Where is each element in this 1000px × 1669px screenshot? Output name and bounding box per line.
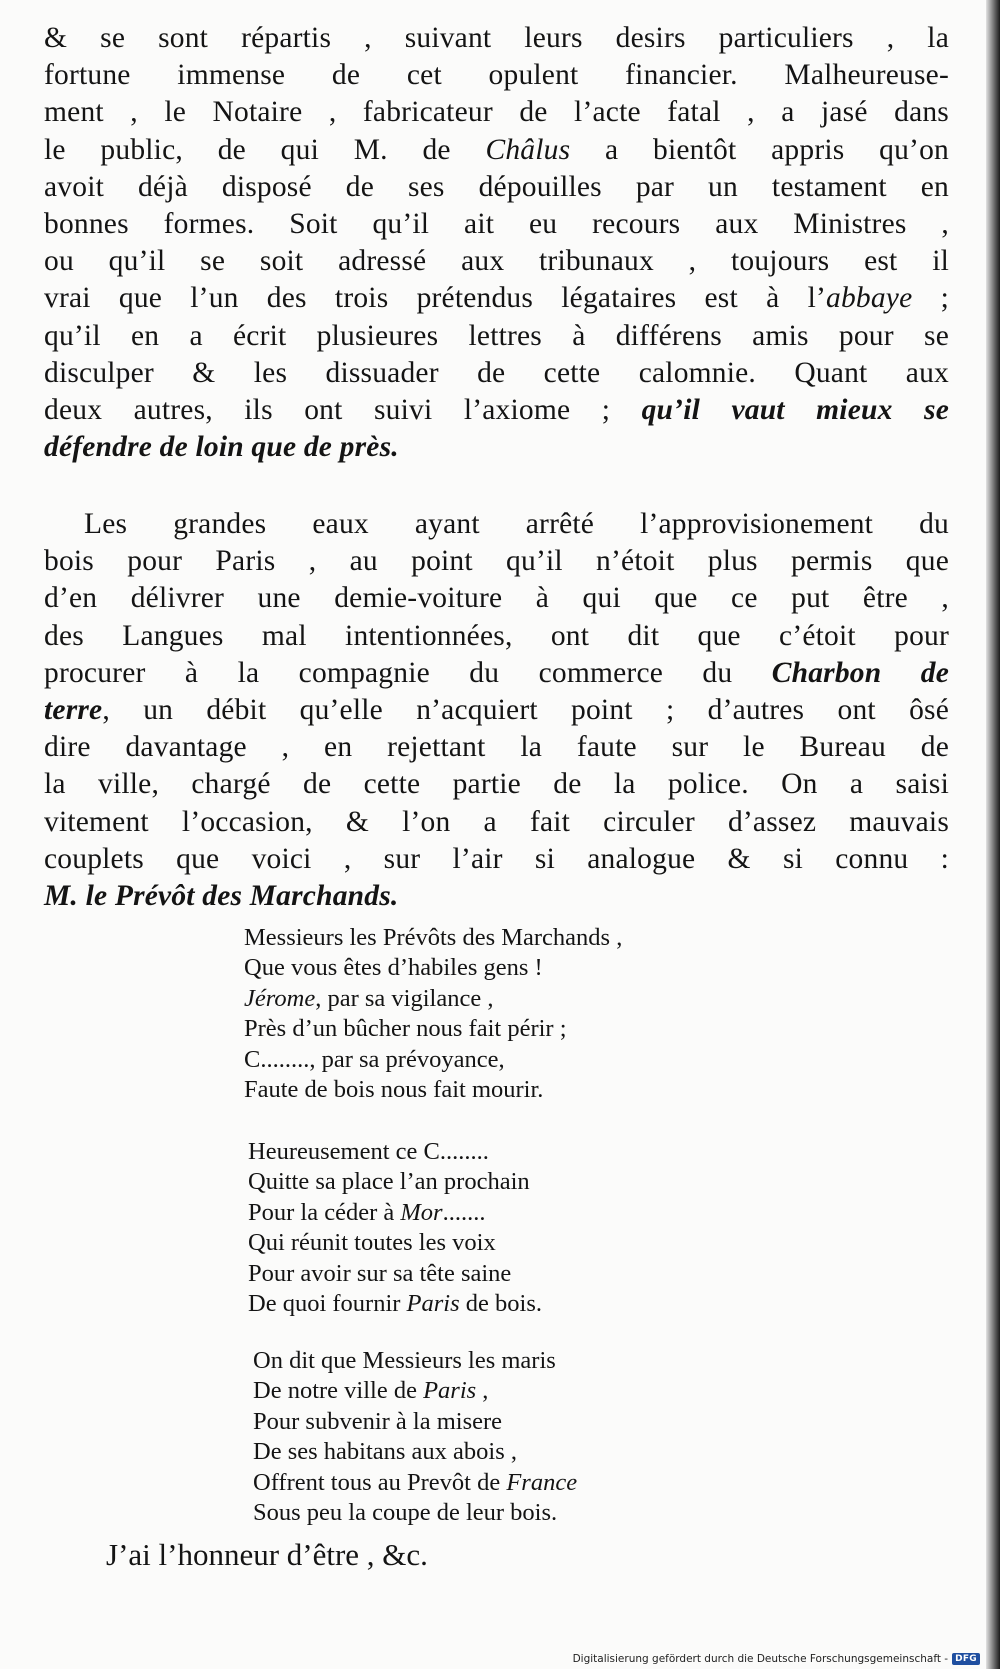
closing-line: J’ai l’honneur d’être , &c. <box>106 1537 428 1572</box>
paragraph1-line: fortune immense de cet opulent financier. Malheureuse- <box>44 59 949 92</box>
text-segment: Châlus <box>485 133 571 166</box>
paragraph2-line <box>44 878 949 915</box>
text-segment: Mor <box>400 1198 443 1226</box>
paragraph1-line: disculper & les dissuader de cette calomnie. Quant aux <box>44 356 949 389</box>
paragraph-2 <box>44 506 949 915</box>
text-segment: ; <box>912 282 949 315</box>
text-segment: a bientôt appris qu’on <box>570 133 949 166</box>
paragraph1-line: avoit déjà disposé de ses dépouilles par un testament en <box>44 170 949 203</box>
text-segment: , par sa vigilance , <box>315 984 494 1012</box>
text-segment: Offrent tous au Prevôt de <box>253 1468 507 1496</box>
text-segment: Jérome <box>244 984 316 1012</box>
text-segment: , <box>476 1377 489 1405</box>
stanza2-line: Pour avoir sur sa tête saine <box>248 1259 512 1287</box>
paragraph1-line: ment , le Notaire , fabricateur de l’acte fatal , a jasé dans <box>44 96 949 129</box>
paragraph2-line: dire davantage , en rejettant la faute sur le Bureau de <box>44 731 949 764</box>
page-edge-shadow <box>986 0 1000 1669</box>
dfg-logo: DFG <box>952 1653 980 1665</box>
paragraph1-line <box>44 392 949 429</box>
paragraph1-line <box>44 280 949 317</box>
footer-text: Digitalisierung gefördert durch die Deutsche Forschungsgemeinschaft - <box>572 1653 949 1665</box>
paragraph2-line: vitement l’occasion, & l’on a fait circuler d’assez mauvais <box>44 805 949 838</box>
paragraph1-line <box>44 429 949 466</box>
text-segment: ....... <box>442 1198 486 1226</box>
text-segment: Paris <box>406 1290 460 1318</box>
stanza3-line <box>253 1376 577 1406</box>
paragraph1-line <box>44 132 949 169</box>
poem-stanza-3 <box>253 1346 577 1528</box>
stanza3-line: On dit que Messieurs les maris <box>253 1347 556 1374</box>
paragraph2-line <box>44 655 949 692</box>
paragraph2-line: la ville, chargé de cette partie de la police. On a saisi <box>44 768 949 801</box>
stanza1-line: C........, par sa prévoyance, <box>244 1045 505 1073</box>
stanza1-line: Faute de bois nous fait mourir. <box>244 1076 544 1104</box>
stanza1-line: Que vous êtes d’habiles gens ! <box>244 954 543 982</box>
paragraph2-line: d’en délivrer une demie-voiture à qui que ce put être , <box>44 582 949 615</box>
stanza3-line: De ses habitans aux abois , <box>253 1438 517 1466</box>
paragraph2-line: couplets que voici , sur l’air si analogue & si connu : <box>44 842 949 875</box>
poem-stanza-2 <box>248 1137 542 1319</box>
text-segment: France <box>506 1468 578 1496</box>
paragraph-1 <box>44 20 949 466</box>
stanza3-line <box>253 1468 577 1498</box>
text-segment: deux autres, ils ont suivi l’axiome ; <box>44 394 642 427</box>
text-segment: , un débit qu’elle n’acquiert point ; d’autres ont ôsé <box>102 694 949 727</box>
stanza1-line <box>244 984 622 1014</box>
text-segment: M. le Prévôt des Marchands. <box>44 880 399 913</box>
stanza3-line: Pour subvenir à la misere <box>253 1407 503 1435</box>
stanza3-line: Sous peu la coupe de leur bois. <box>253 1499 558 1527</box>
paragraph2-line: bois pour Paris , au point qu’il n’étoit plus permis que <box>44 545 949 578</box>
text-segment: Pour la céder à <box>248 1198 401 1226</box>
text-segment: Charbon de <box>771 656 949 689</box>
text-segment: De quoi fournir <box>248 1290 407 1318</box>
stanza2-line: Qui réunit toutes les voix <box>248 1229 496 1257</box>
paragraph2-line <box>44 692 949 729</box>
stanza1-line: Messieurs les Prévôts des Marchands , <box>244 924 623 951</box>
poem-stanza-1 <box>244 923 622 1105</box>
text-segment: abbaye <box>826 282 913 315</box>
text-segment: De notre ville de <box>253 1377 424 1405</box>
text-segment: vrai que l’un des trois prétendus légataires est à l’ <box>44 282 826 315</box>
stanza2-line: Quitte sa place l’an prochain <box>248 1168 530 1196</box>
paragraph1-line: bonnes formes. Soit qu’il ait eu recours aux Ministres , <box>44 208 949 241</box>
paragraph1-line: & se sont répartis , suivant leurs desirs particuliers , la <box>44 22 949 54</box>
stanza1-line: Près d’un bûcher nous fait périr ; <box>244 1015 567 1043</box>
stanza2-line: Heureusement ce C........ <box>248 1138 489 1165</box>
stanza2-line <box>248 1198 542 1228</box>
text-segment: de bois. <box>459 1290 542 1318</box>
text-segment: procurer à la compagnie du commerce du <box>44 656 772 689</box>
stanza2-line <box>248 1289 542 1319</box>
paragraph1-line: ou qu’il se soit adressé aux tribunaux , toujours est il <box>44 245 949 278</box>
text-segment: terre <box>44 694 103 727</box>
text-segment: le public, de qui M. de <box>44 133 486 166</box>
paragraph1-line: qu’il en a écrit plusieures lettres à différens amis pour se <box>44 319 949 352</box>
text-segment: Paris <box>423 1377 477 1405</box>
paragraph2-line: des Langues mal intentionnées, ont dit que c’étoit pour <box>44 619 949 652</box>
text-segment: défendre de loin que de près. <box>44 431 399 464</box>
paragraph2-line: Les grandes eaux ayant arrêté l’approvisionement du <box>84 508 949 540</box>
text-segment: qu’il vaut mieux se <box>641 394 949 427</box>
digitization-footer <box>573 1653 980 1665</box>
